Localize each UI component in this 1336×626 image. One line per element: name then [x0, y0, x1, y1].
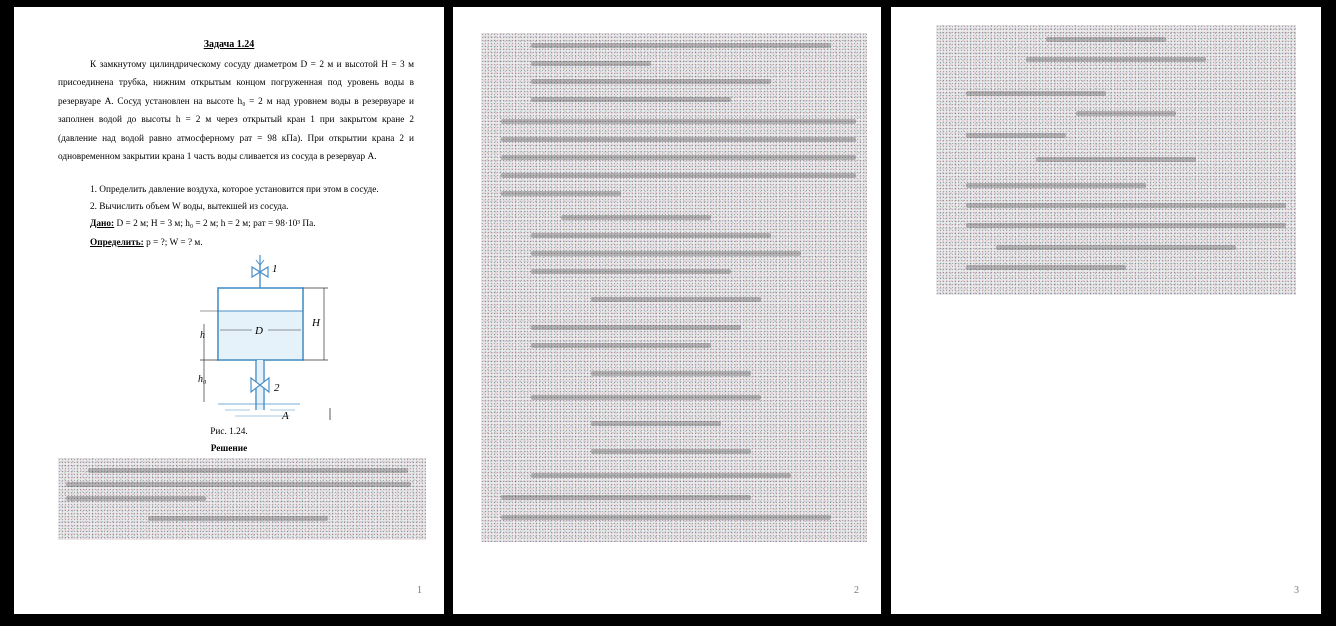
find-line — [90, 236, 203, 250]
given-values: D = 2 м; H = 3 м; h₀ = 2 м; h = 2 м; pат = 98·10³ Па. — [116, 219, 316, 229]
svg-text:2: 2 — [274, 382, 280, 394]
task-1: 1. Определить давление воздуха, которое установится при этом в сосуде. — [90, 185, 379, 195]
document-page-1 — [14, 7, 444, 614]
blurred-solution-region — [58, 458, 426, 540]
document-page-2 — [453, 7, 881, 614]
page-number: 1 — [417, 585, 422, 596]
page-number: 2 — [854, 585, 859, 596]
page-number: 3 — [1294, 585, 1299, 596]
task-2: 2. Вычислить объем W воды, вытекшей из сосуда. — [90, 202, 289, 212]
svg-text:1: 1 — [272, 263, 278, 275]
blurred-content-region — [481, 33, 867, 542]
find-label: Определить: — [90, 238, 144, 248]
problem-text: К замкнутому цилиндрическому сосуду диаметром D = 2 м и высотой H = 3 м присоединена трубка, нижним открытым концом погруженная под уровень воды в резервуаре А. Сосуд установлен на высоте h₀ = 2 м над уровнем воды в резервуаре и заполнен водой до высоты h = 2 м через открытый кран 1 при закрытом кране 2 (давление над водой равно атмосферному pат = 98 кПа). При открытии крана 2 и одновременном закрытии крана 1 часть воды сливается из сосуда в резервуар А. — [58, 60, 414, 163]
svg-text:D: D — [255, 325, 263, 337]
document-page-3 — [891, 7, 1321, 614]
svg-text:H: H — [312, 317, 320, 329]
svg-text:A: A — [282, 410, 289, 422]
problem-title: Задача 1.24 — [203, 39, 255, 50]
given-line — [90, 217, 316, 231]
blurred-content-region — [936, 25, 1296, 295]
svg-text:h: h — [200, 330, 205, 341]
find-values: p = ?; W = ? м. — [146, 238, 203, 248]
svg-text:h₀: h₀ — [198, 374, 207, 385]
figure-caption: Рис. 1.24. — [210, 427, 248, 437]
vessel-figure — [200, 254, 340, 422]
solution-heading: Решение — [210, 444, 248, 454]
given-label: Дано: — [90, 219, 115, 229]
